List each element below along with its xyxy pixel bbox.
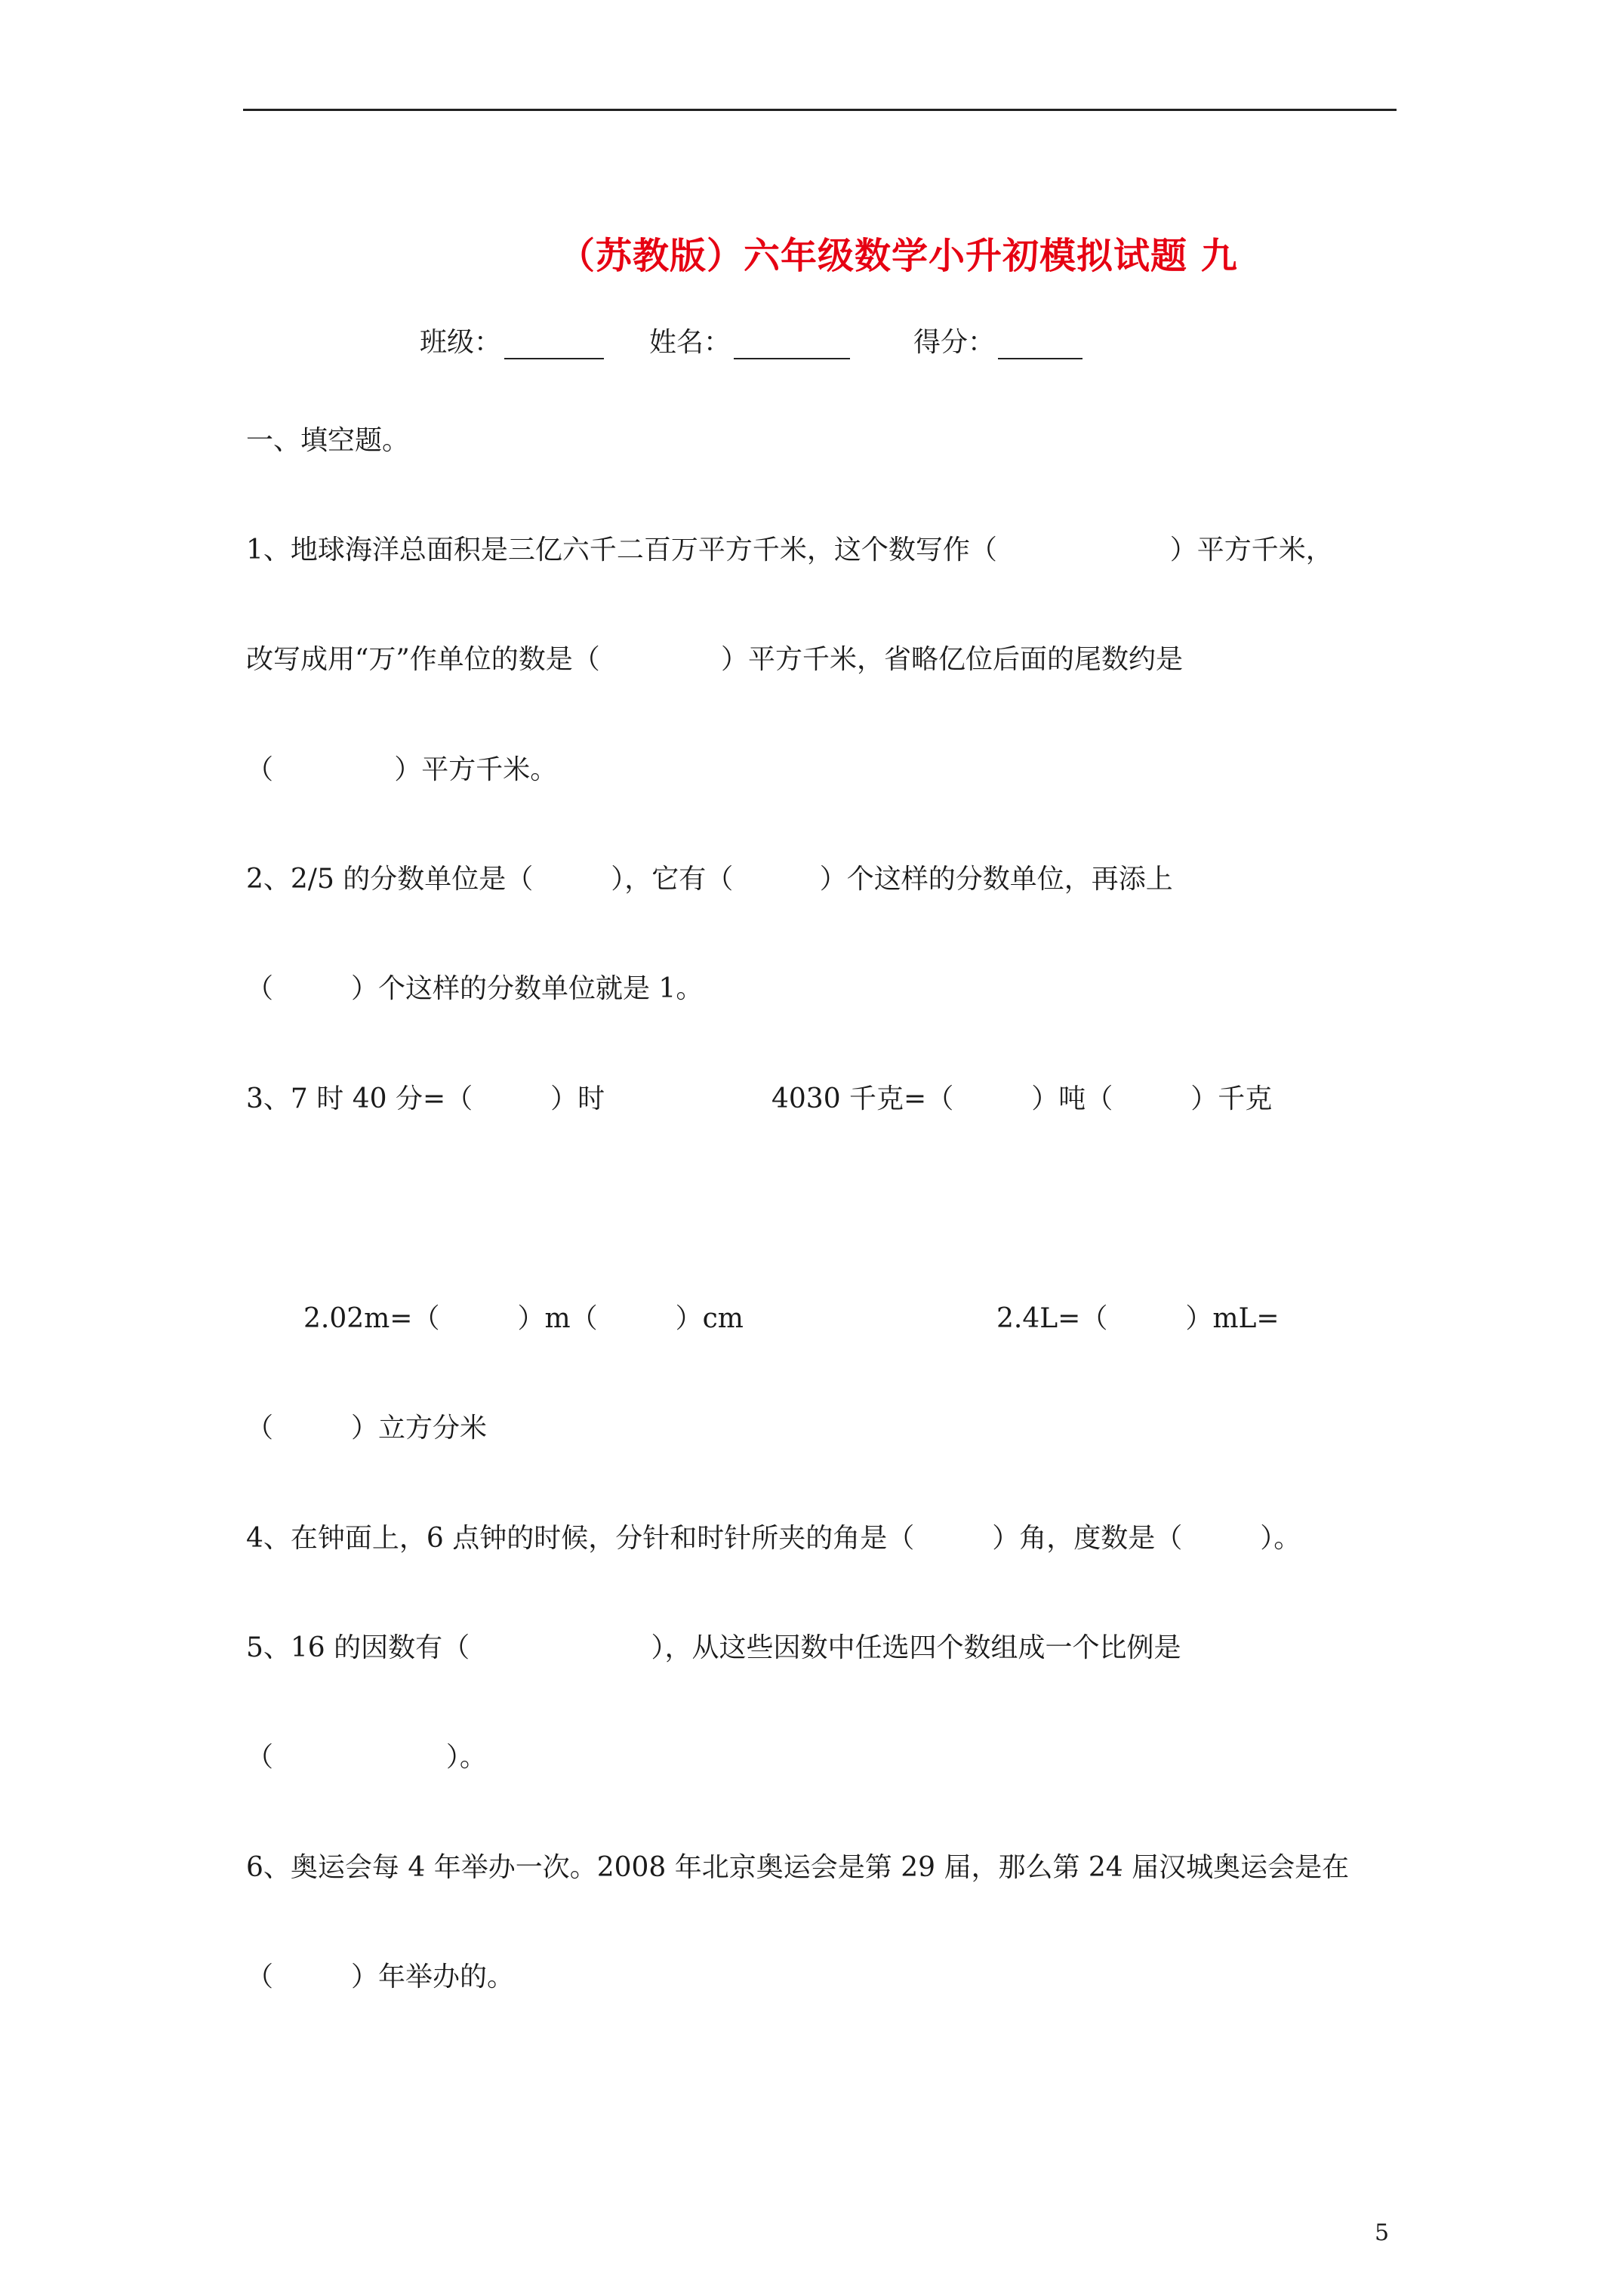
score-label: 得分： <box>913 327 996 358</box>
question-2-line-1: 2、2/5 的分数单位是（ ），它有（ ）个这样的分数单位，再添上 <box>246 864 1173 895</box>
question-2-line-2: （ ）个这样的分数单位就是 1。 <box>246 973 704 1004</box>
name-label: 姓名： <box>649 327 731 358</box>
name-field <box>649 321 850 359</box>
question-3-part-c: 2.02m=（ ）m（ ）cm <box>303 1303 744 1334</box>
question-1-line-1: 1、地球海洋总面积是三亿六千二百万平方千米，这个数写作（ ）平方千米， <box>246 535 1333 566</box>
question-4-line-1: 4、在钟面上，6 点钟的时候，分针和时针所夹的角是（ ）角，度数是（ ）。 <box>246 1523 1301 1554</box>
question-3-part-a: 3、7 时 40 分=（ ）时 <box>246 1083 605 1114</box>
question-6-line-2: （ ）年举办的。 <box>246 1962 514 1992</box>
question-3-line-3: （ ）立方分米 <box>246 1413 487 1444</box>
class-blank <box>504 331 604 359</box>
class-label: 班级： <box>420 327 502 358</box>
question-1-line-3: （ ）平方千米。 <box>246 754 558 785</box>
page-title: （苏教版）六年级数学小升初模拟试题 九 <box>559 235 1238 277</box>
question-6-line-1: 6、奥运会每 4 年举办一次。2008 年北京奥运会是第 29 届，那么第 24 届汉城奥运会是在 <box>246 1852 1350 1883</box>
score-field <box>913 321 1083 359</box>
section-heading: 一、填空题。 <box>246 425 410 456</box>
question-5-line-1: 5、16 的因数有（ ），从这些因数中任选四个数组成一个比例是 <box>246 1632 1181 1663</box>
question-5-line-2: （ ）。 <box>246 1742 487 1773</box>
header-rule <box>243 109 1397 111</box>
page-number: 5 <box>1375 2220 1390 2246</box>
question-3-part-d: 2.4L=（ ）mL= <box>996 1303 1280 1334</box>
score-blank <box>998 331 1083 359</box>
class-field <box>420 321 604 359</box>
question-1-line-2: 改写成用“万”作单位的数是（ ）平方千米，省略亿位后面的尾数约是 <box>246 644 1184 675</box>
question-3-part-b: 4030 千克=（ ）吨（ ）千克 <box>771 1083 1273 1114</box>
name-blank <box>734 331 850 359</box>
